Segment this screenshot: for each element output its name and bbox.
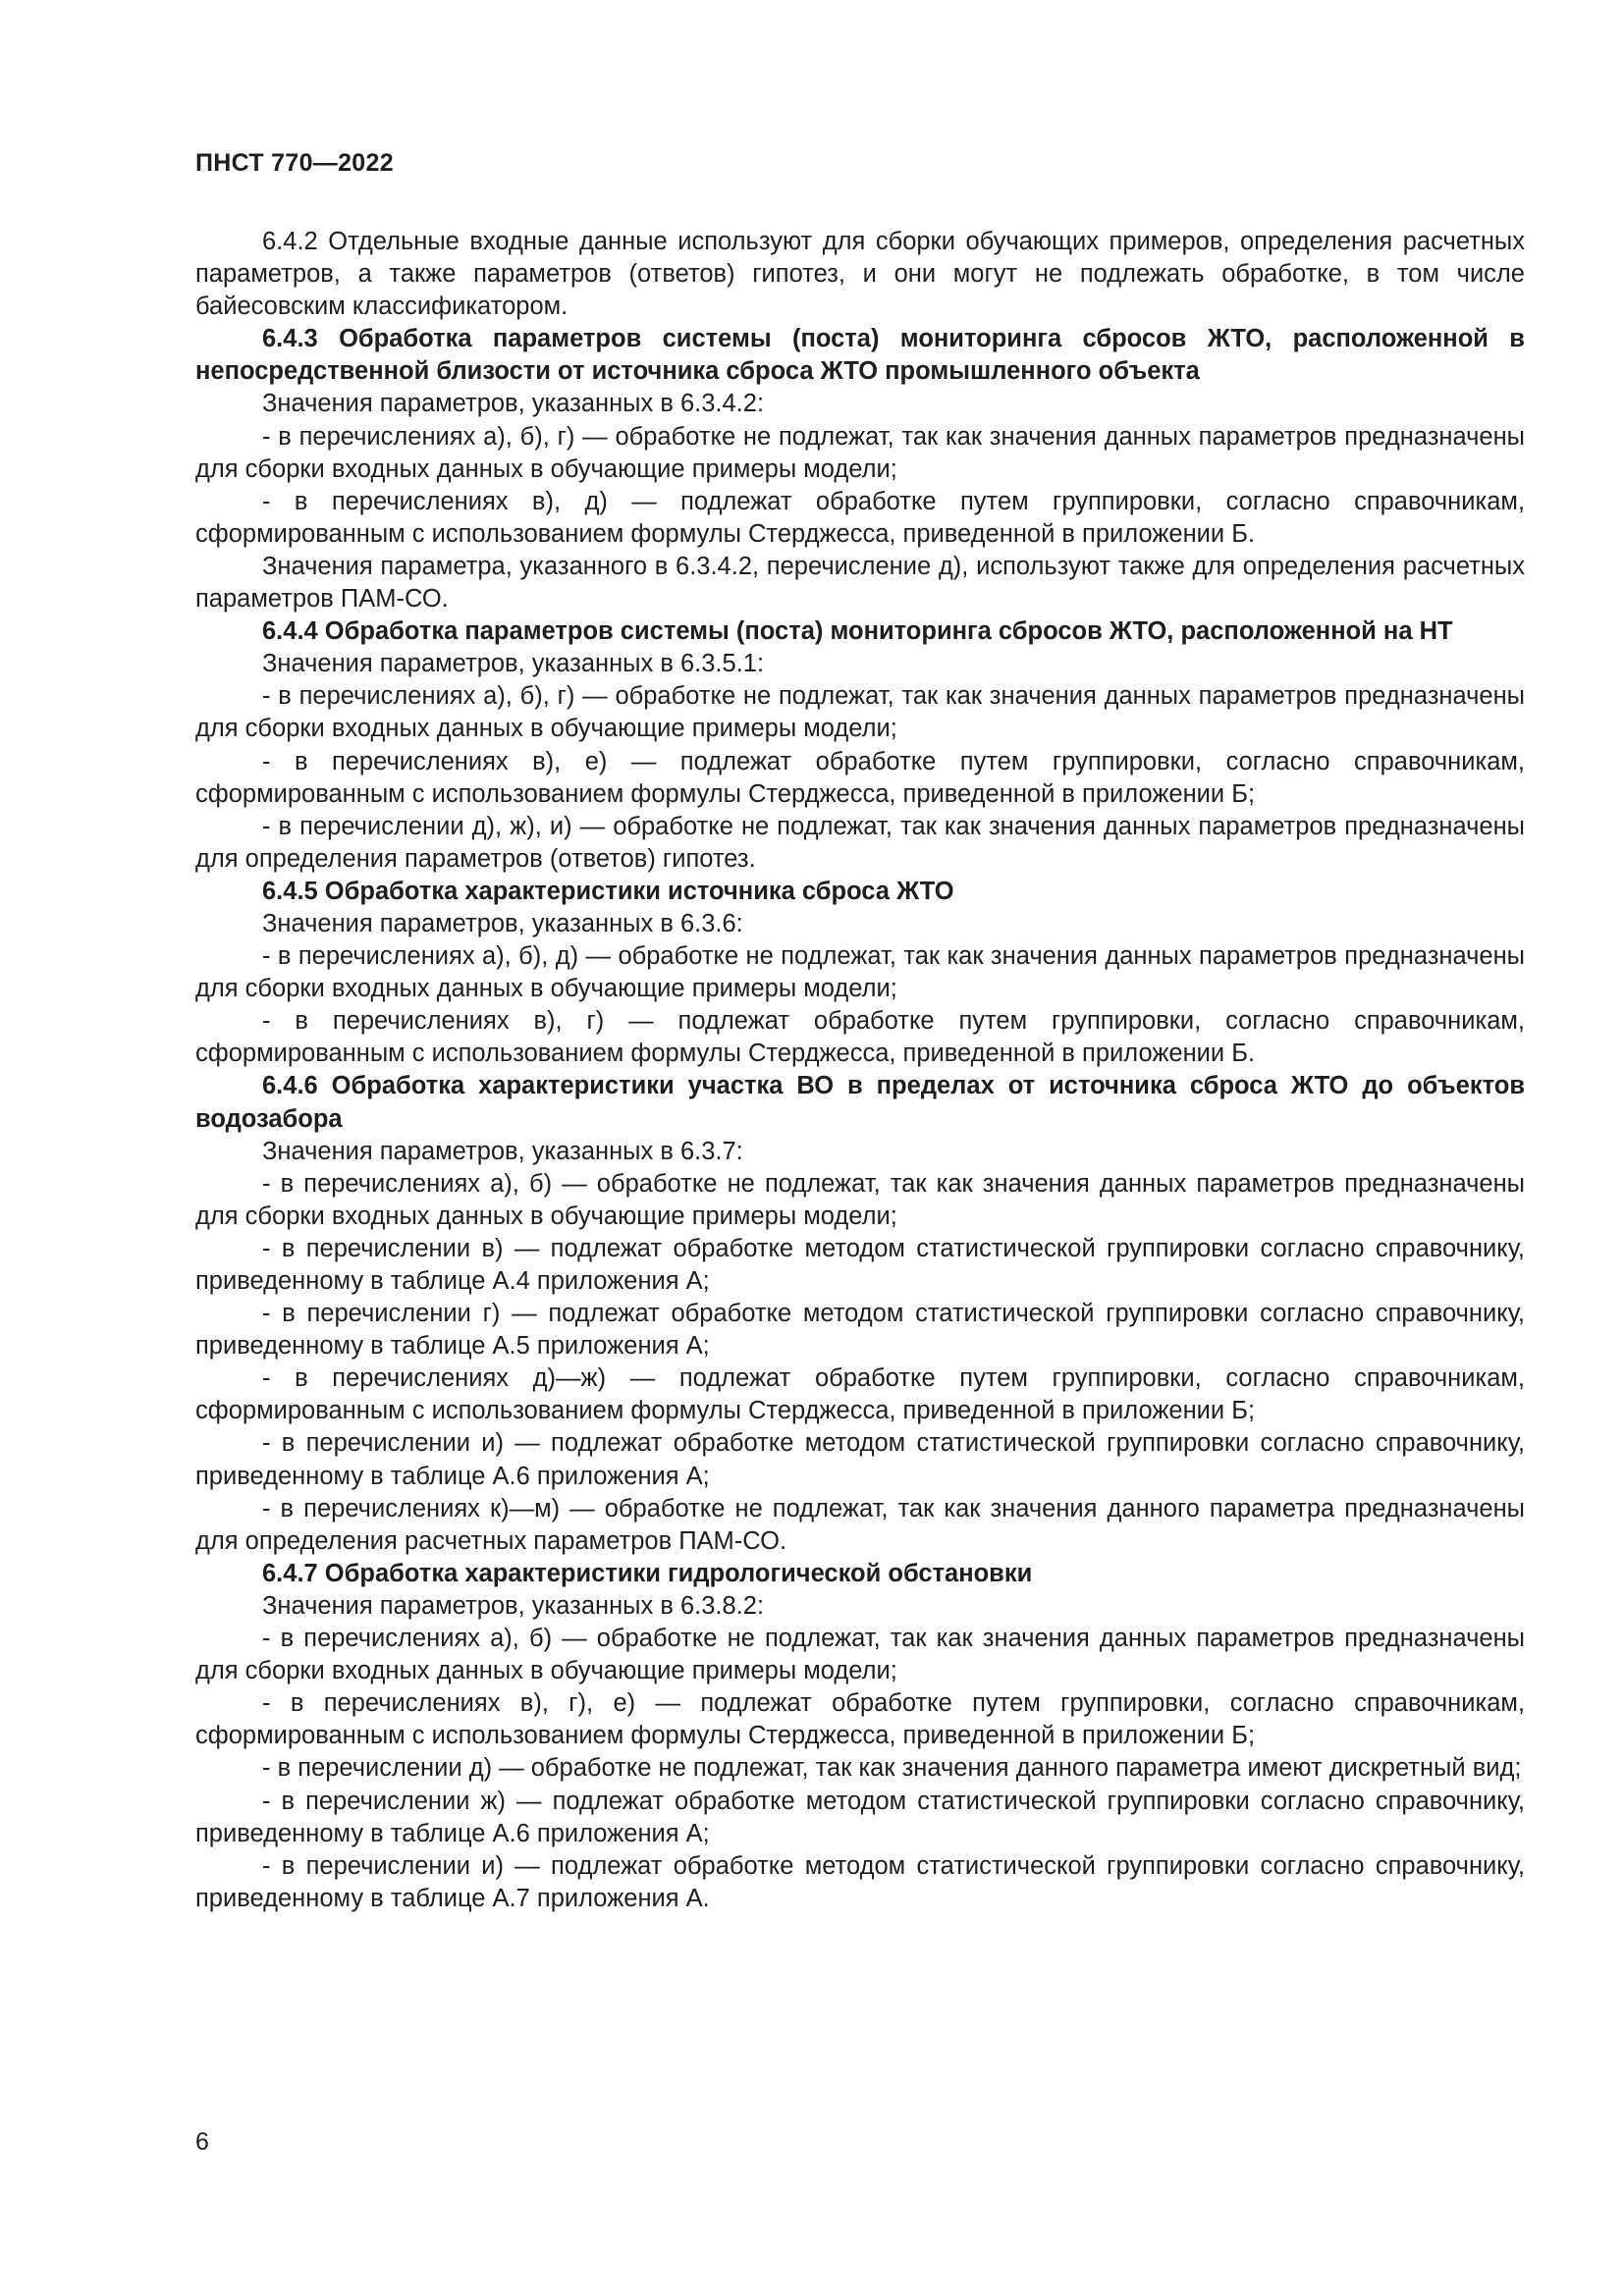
- paragraph: - в перечислении д), ж), и) — обработке не подлежат, так как значения данных параметров предназначены для определения параметров (ответов) гипотез.: [195, 812, 1525, 873]
- paragraph: - в перечислениях к)—м) — обработке не подлежат, так как значения данного параметра предназначены для определения расчетных параметров ПАМ-СО.: [195, 1494, 1525, 1555]
- document-header: ПНСТ 770—2022: [195, 149, 394, 177]
- paragraph: Значения параметра, указанного в 6.3.4.2, перечисление д), используют также для определения расчетных параметров ПАМ-СО.: [195, 552, 1525, 614]
- paragraph: Значения параметров, указанных в 6.3.4.2:: [262, 390, 765, 418]
- paragraph: Значения параметров, указанных в 6.3.6:: [262, 909, 743, 937]
- section-heading: 6.4.7 Обработка характеристики гидрологической обстановки: [262, 1559, 1033, 1587]
- paragraph: Значения параметров, указанных в 6.3.7:: [262, 1137, 743, 1165]
- paragraph: - в перечислениях а), б), д) — обработке не подлежат, так как значения данных параметров предназначены для сборки входных данных в обучающие примеры модели;: [195, 942, 1525, 1003]
- paragraph: - в перечислениях а), б) — обработке не подлежат, так как значения данных параметров предназначены для сборки входных данных в обучающие примеры модели;: [195, 1169, 1525, 1230]
- paragraph: Значения параметров, указанных в 6.3.5.1:: [262, 650, 765, 678]
- paragraph: - в перечислениях в), г), е) — подлежат обработке путем группировки, согласно справочникам, сформированным с использованием формулы Стерджесса, приведенной в приложении Б;: [195, 1689, 1525, 1750]
- paragraph: - в перечислениях в), г) — подлежат обработке путем группировки, согласно справочникам, сформированным с использованием формулы Стерджесса, приведенной в приложении Б.: [195, 1007, 1525, 1068]
- section-heading: 6.4.3 Обработка параметров системы (поста) мониторинга сбросов ЖТО, расположенной в непосредственной близости от источника сброса ЖТО промышленного объекта: [195, 325, 1525, 386]
- section-heading: 6.4.5 Обработка характеристики источника сброса ЖТО: [262, 877, 954, 905]
- page-number: 6: [195, 2128, 209, 2156]
- paragraph: - в перечислениях а), б) — обработке не подлежат, так как значения данных параметров предназначены для сборки входных данных в обучающие примеры модели;: [195, 1625, 1525, 1685]
- paragraph: - в перечислениях а), б), г) — обработке не подлежат, так как значения данных параметров предназначены для сборки входных данных в обучающие примеры модели;: [195, 422, 1525, 483]
- paragraph: - в перечислении и) — подлежат обработке методом статистической группировки согласно справочнику, приведенному в таблице А.6 приложения А;: [195, 1429, 1525, 1490]
- section-heading: 6.4.6 Обработка характеристики участка ВО в пределах от источника сброса ЖТО до объектов водозабора: [195, 1072, 1525, 1133]
- paragraph: - в перечислении ж) — подлежат обработке методом статистической группировки согласно справочнику, приведенному в таблице А.6 приложения А;: [195, 1787, 1525, 1847]
- paragraph: Значения параметров, указанных в 6.3.8.2:: [262, 1591, 765, 1620]
- paragraph: - в перечислении д) — обработке не подлежат, так как значения данного параметра имеют дискретный вид;: [262, 1754, 1522, 1783]
- section-heading: 6.4.4 Обработка параметров системы (поста) мониторинга сбросов ЖТО, расположенной на НТ: [262, 617, 1453, 646]
- paragraph: 6.4.2 Отдельные входные данные используют для сборки обучающих примеров, определения расчетных параметров, а также параметров (ответов) гипотез, и они могут не подлежать обработке, в том числе байесовским классификатором.: [195, 228, 1525, 321]
- paragraph: - в перечислении и) — подлежат обработке методом статистической группировки согласно справочнику, приведенному в таблице А.7 приложения А.: [195, 1851, 1525, 1912]
- paragraph: - в перечислении в) — подлежат обработке методом статистической группировки согласно справочнику, приведенному в таблице А.4 приложения А;: [195, 1234, 1525, 1295]
- paragraph: - в перечислениях в), е) — подлежат обработке путем группировки, согласно справочникам, сформированным с использованием формулы Стерджесса, приведенной в приложении Б;: [195, 747, 1525, 808]
- paragraph: - в перечислениях а), б), г) — обработке не подлежат, так как значения данных параметров предназначены для сборки входных данных в обучающие примеры модели;: [195, 682, 1525, 743]
- paragraph: - в перечислениях в), д) — подлежат обработке путем группировки, согласно справочникам, сформированным с использованием формулы Стерджесса, приведенной в приложении Б.: [195, 487, 1525, 548]
- paragraph: - в перечислении г) — подлежат обработке методом статистической группировки согласно справочнику, приведенному в таблице А.5 приложения А;: [195, 1300, 1525, 1361]
- document-body: [195, 226, 1525, 1915]
- paragraph: - в перечислениях д)—ж) — подлежат обработке путем группировки, согласно справочникам, сформированным с использованием формулы Стерджесса, приведенной в приложении Б;: [195, 1364, 1525, 1425]
